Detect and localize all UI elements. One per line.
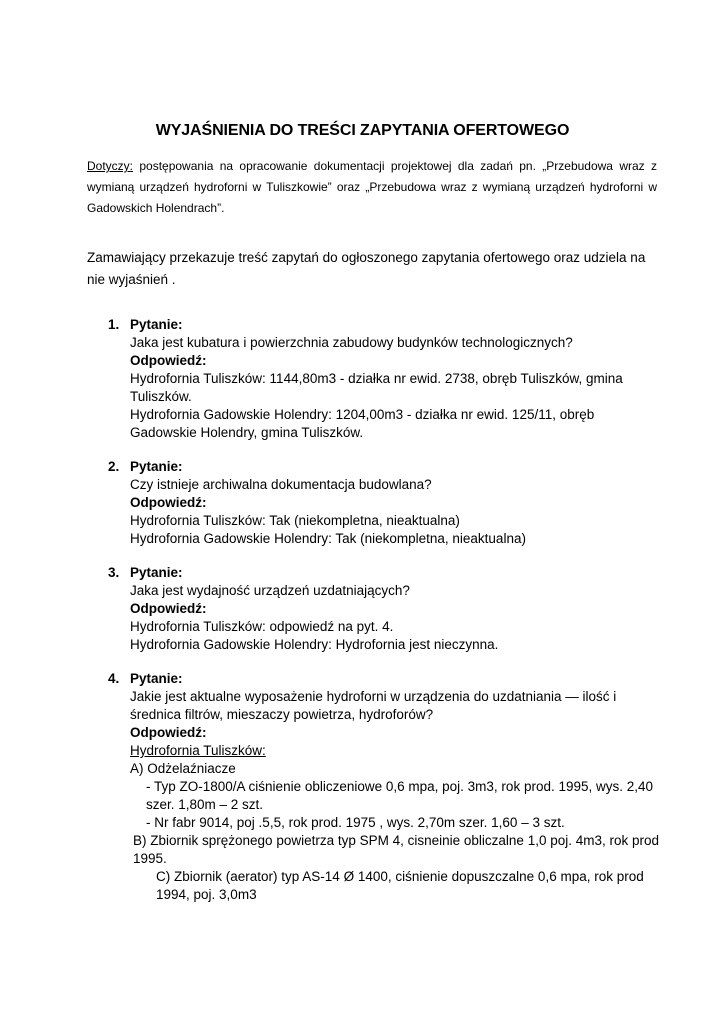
question-label: Pytanie:	[130, 671, 183, 686]
answer-line: 1994, poj. 3,0m3	[156, 887, 257, 902]
question-text: Jakie jest aktualne wyposażenie hydroforni w urządzenia do uzdatniania — ilość i	[130, 689, 617, 704]
answer-label: Odpowiedź:	[130, 353, 207, 368]
question-item-4	[108, 670, 668, 904]
answer-line: - Nr fabr 9014, poj .5,5, rok prod. 1975 , wys. 2,70m szer. 1,60 – 3 szt.	[146, 815, 565, 830]
subject-paragraph	[87, 156, 657, 219]
answer-line: Hydrofornia Tuliszków: 1144,80m3 - działka nr ewid. 2738, obręb Tuliszków, gmina	[130, 371, 623, 386]
question-number: 2.	[108, 459, 120, 474]
question-text: średnica filtrów, mieszaczy powietrza, hydroforów?	[130, 707, 434, 722]
question-label: Pytanie:	[130, 565, 183, 580]
question-label: Pytanie:	[130, 459, 183, 474]
answer-line: Hydrofornia Gadowskie Holendry: 1204,00m3 - działka nr ewid. 125/11, obręb	[130, 407, 595, 422]
question-text: Jaka jest wydajność urządzeń uzdatniających?	[130, 583, 410, 598]
answer-line: Tuliszków.	[130, 389, 192, 404]
question-text: Jaka jest kubatura i powierzchnia zabudowy budynków technologicznych?	[130, 335, 573, 350]
question-item-3	[108, 564, 668, 654]
answer-label: Odpowiedź:	[130, 495, 207, 510]
question-number: 4.	[108, 671, 120, 686]
question-label: Pytanie:	[130, 317, 183, 332]
answer-line: - Typ ZO-1800/A ciśnienie obliczeniowe 0,6 mpa, poj. 3m3, rok prod. 1995, wys. 2,40	[146, 779, 654, 794]
answer-line: szer. 1,80m – 2 szt.	[146, 797, 264, 812]
answer-line: B) Zbiornik sprężonego powietrza typ SPM 4, cisneinie obliczalne 1,0 poj. 4m3, rok prod	[133, 833, 660, 848]
answer-subsection: A) Odżelaźniacze	[130, 761, 236, 776]
answer-line: Hydrofornia Gadowskie Holendry: Tak (niekompletna, nieaktualna)	[130, 531, 526, 546]
question-number: 3.	[108, 565, 120, 580]
answer-line: 1995.	[133, 851, 167, 866]
answer-label: Odpowiedź:	[130, 725, 207, 740]
answer-section-title: Hydrofornia Tuliszków:	[130, 743, 266, 758]
subject-label: Dotyczy:	[87, 159, 134, 173]
answer-label: Odpowiedź:	[130, 601, 207, 616]
document-title: WYJAŚNIENIA DO TREŚCI ZAPYTANIA OFERTOWEGO	[155, 122, 570, 139]
answer-line: C) Zbiornik (aerator) typ AS-14 Ø 1400, ciśnienie dopuszczalne 0,6 mpa, rok prod	[156, 869, 644, 884]
answer-line: Hydrofornia Gadowskie Holendry: Hydrofornia jest nieczynna.	[130, 637, 499, 652]
question-text: Czy istnieje archiwalna dokumentacja budowlana?	[130, 477, 432, 492]
answer-line: Hydrofornia Tuliszków: Tak (niekompletna, nieaktualna)	[130, 513, 460, 528]
question-item-2	[108, 458, 668, 548]
subject-text: postępowania na opracowanie dokumentacji projektowej dla zadań pn. „Przebudowa wraz z wymianą urządzeń hydroforni w Tuliszkowie” oraz „Przebudowa wraz z wymianą urządzeń hydroforni w Gadowskich Holendrach”.	[87, 159, 657, 215]
answer-line: Gadowskie Holendry, gmina Tuliszków.	[130, 425, 364, 440]
question-item-1	[108, 316, 668, 442]
answer-line: Hydrofornia Tuliszków: odpowiedź na pyt. 4.	[130, 619, 394, 634]
question-number: 1.	[108, 317, 120, 332]
lead-paragraph: Zamawiający przekazuje treść zapytań do ogłoszonego zapytania ofertowego oraz udziela na nie wyjaśnień .	[87, 250, 646, 287]
